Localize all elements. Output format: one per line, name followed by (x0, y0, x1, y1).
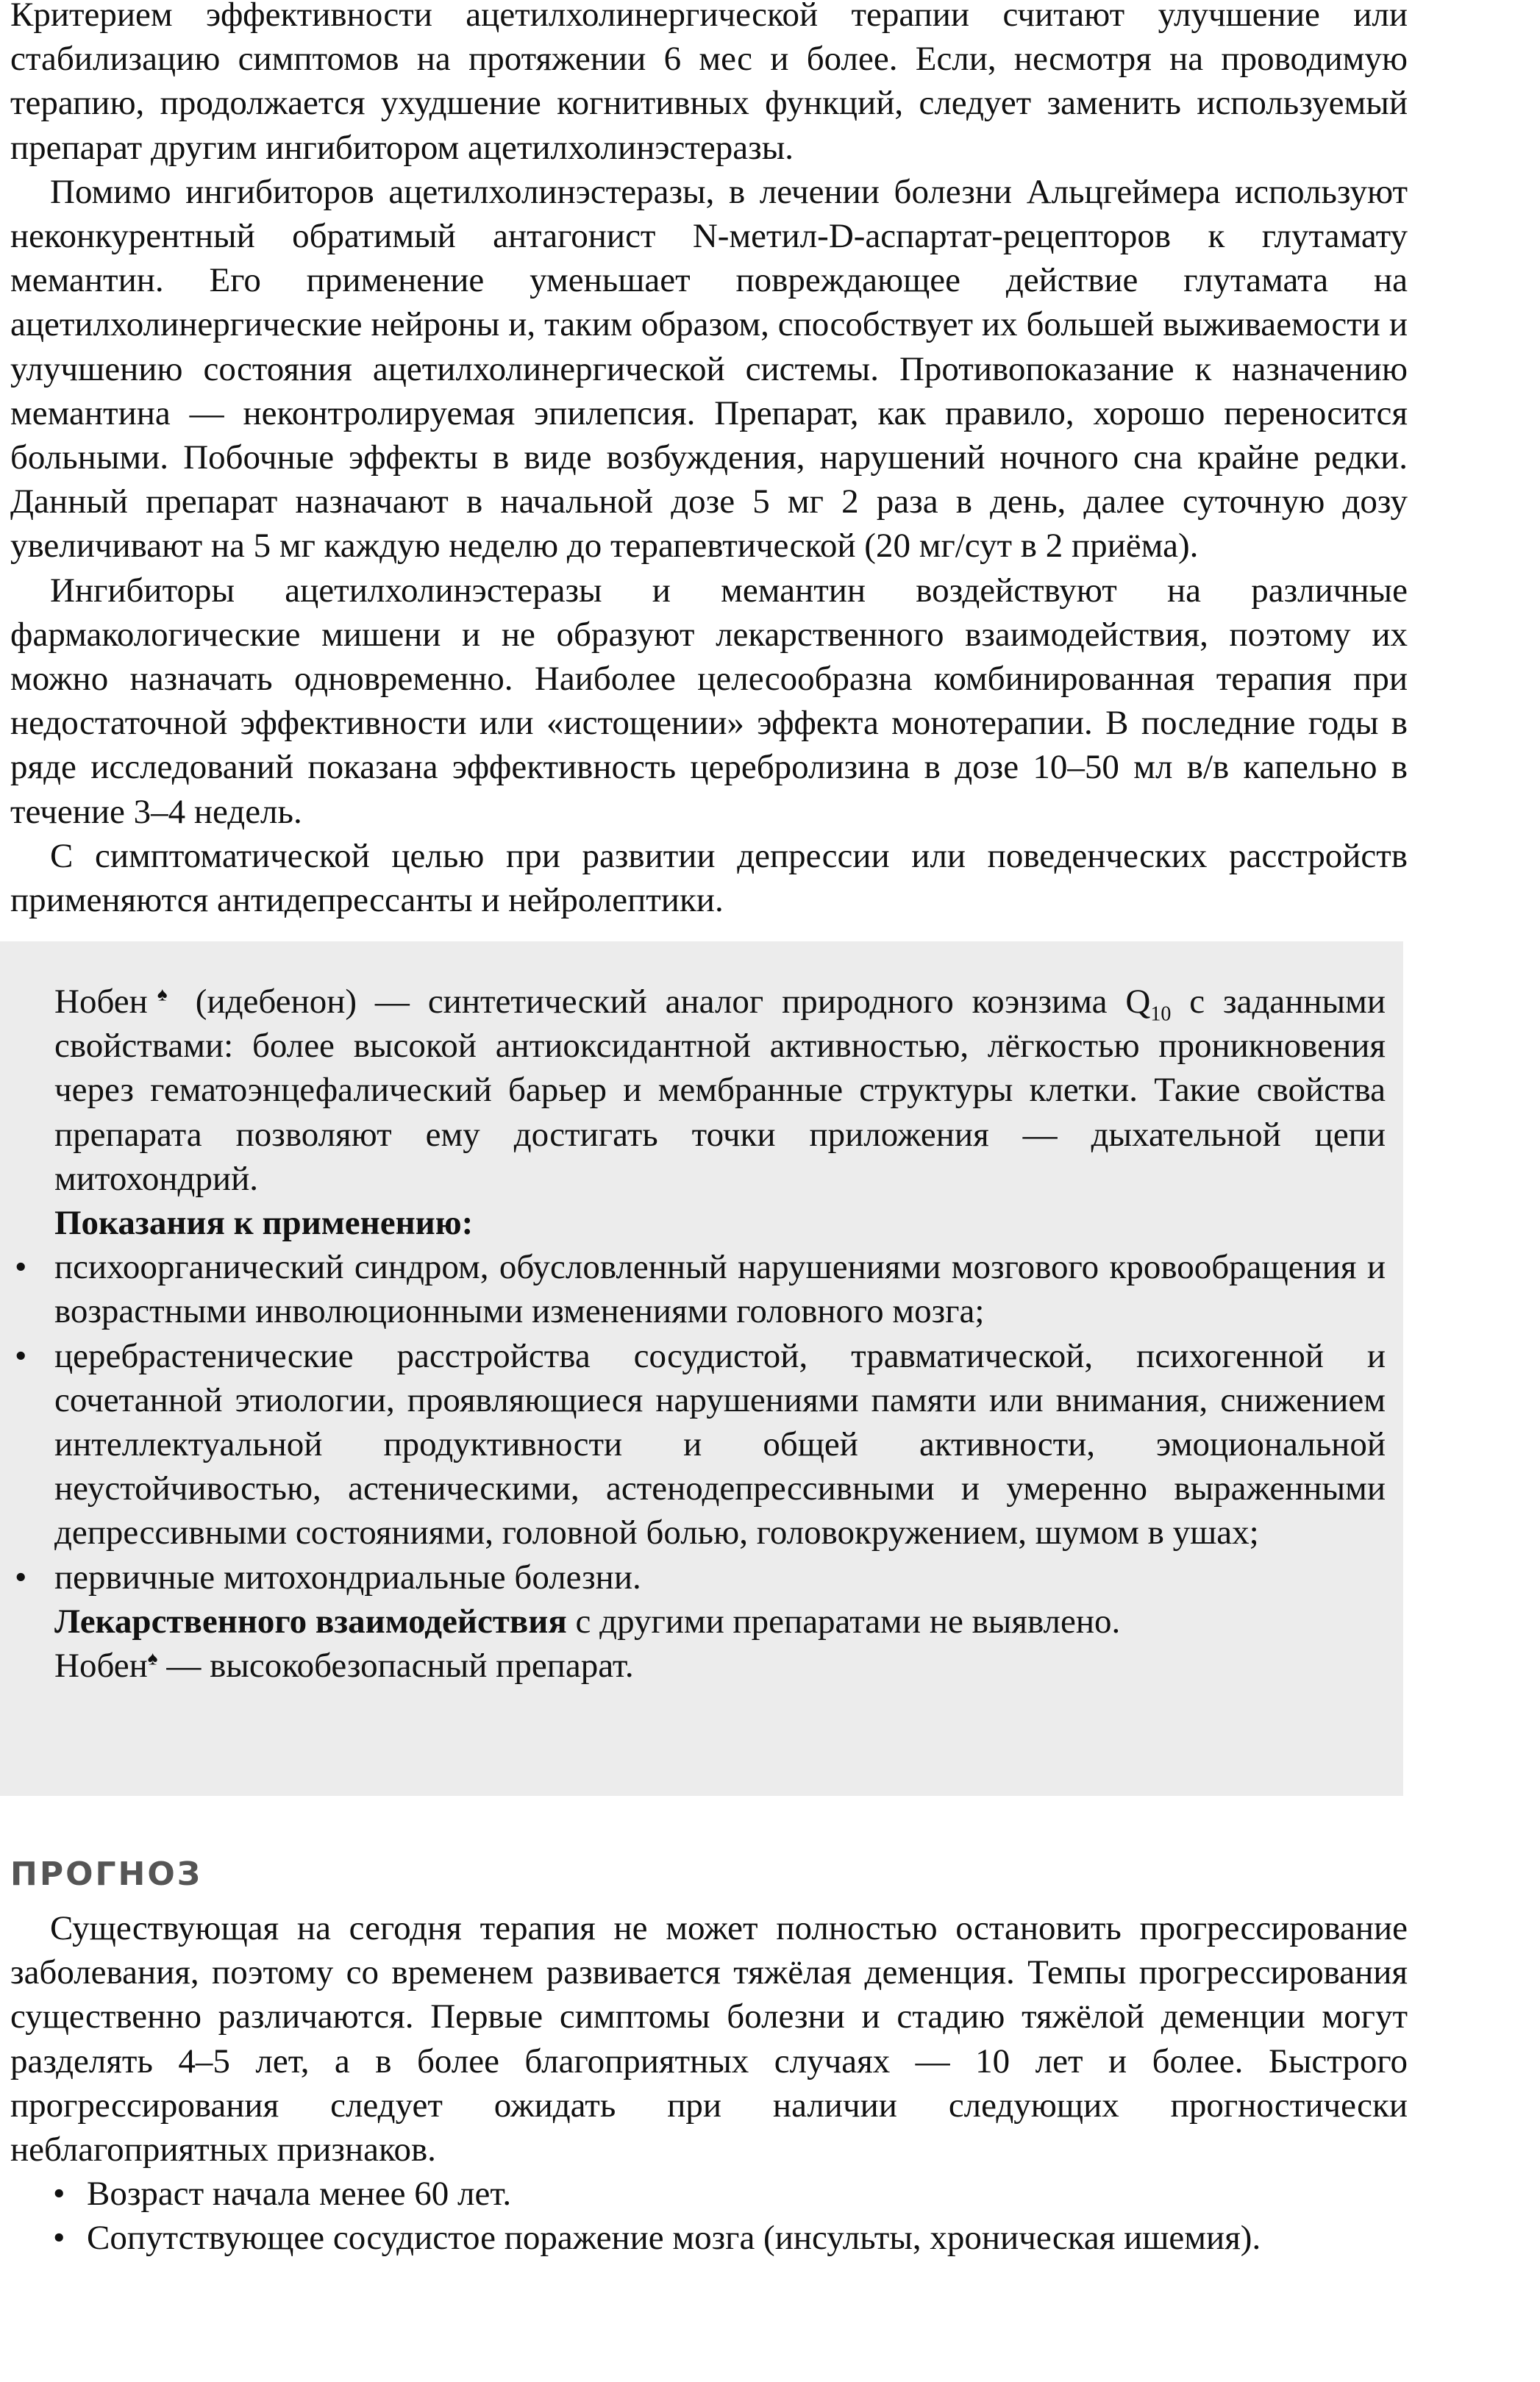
paragraph-efficacy-criterion: Критерием эффективности ацетилхолинергической терапии считают улучшение или стабилизацию симптомов на протяжении 6 мес и более. Если, несмотря на проводимую терапию, продолжается ухудшение когнитивных функций, следует заменить используемый препарат другим ингибитором ацетилхолинэстеразы. (10, 0, 1408, 167)
drug-interaction-rest: с другими препаратами не выявлено. (566, 1602, 1121, 1641)
intro-section (10, 0, 1408, 922)
list-item (10, 1334, 1386, 1555)
drug-interaction-bold: Лекарственного взаимодействия (54, 1602, 567, 1641)
section-heading-prognosis: ПРОГНОЗ (10, 1855, 203, 1893)
list-item (10, 2216, 1408, 2260)
bullet-icon: • (15, 1336, 27, 1375)
list-item (10, 2172, 1408, 2216)
drug-safety-note (54, 1644, 1386, 1688)
paragraph-combination-therapy: Ингибиторы ацетилхолинэстеразы и мемантин воздействуют на различные фармакологические мишени и не образуют лекарственного взаимодействия, поэтому их можно назначать одновременно. Наиболее целесообразна комбинированная терапия при недостаточной эффективности или «истощении» эффекта монотерапии. В последние годы в ряде исследований показана эффективность церебролизина в дозе 10–50 мл в/в капельно в течение 3–4 недель. (10, 571, 1408, 831)
list-item (10, 1555, 1386, 1600)
drug-safety-rest: — высокобезопасный препарат. (157, 1647, 634, 1686)
risk-factor-list (10, 2172, 1408, 2260)
drug-description (54, 980, 1386, 1201)
prognosis-section (10, 1906, 1408, 2261)
coenzyme-subscript: 10 (1150, 1002, 1172, 1026)
list-item (10, 1245, 1386, 1333)
trademark-mark: ♠ (147, 1647, 158, 1669)
paragraph-symptomatic-therapy: С симптоматической целью при развитии депрессии или поведенческих расстройств применяются антидепрессанты и нейролептики. (10, 836, 1408, 920)
list-item-text: церебрастенические расстройства сосудистой, травматической, психогенной и сочетанной этиологии, проявляющиеся нарушениями памяти или внимания, снижением интеллектуальной продуктивности и общей активности, эмоциональной неустойчивостью, астеническими, астенодепрессивными и умеренно выраженными депрессивными состояниями, головной болью, головокружением, шумом в ушах; (54, 1336, 1386, 1552)
drug-description-part-2: с заданными свойствами: более высокой антиоксидантной активностью, лёгкостью проникновения через гематоэнцефалический барьер и мембранные структуры клетки. Такие свойства препарата позволяют ему достигать точки приложения — дыхательной цепи митохондрий. (54, 983, 1386, 1198)
list-item-text: Сопутствующее сосудистое поражение мозга (инсульты, хроническая ишемия). (87, 2219, 1261, 2258)
indications-list (10, 1245, 1386, 1600)
bullet-icon: • (53, 2219, 65, 2258)
indications-title: Показания к применению: (54, 1204, 474, 1243)
bullet-icon: • (15, 1558, 27, 1597)
bullet-icon: • (15, 1248, 27, 1287)
drug-info-box (0, 941, 1403, 1796)
bullet-icon: • (53, 2175, 65, 2214)
list-item-text: Возраст начала менее 60 лет. (87, 2175, 512, 2214)
drug-description-part-1: (идебенон) — синтетический аналог природного коэнзима Q (177, 983, 1151, 1021)
trademark-mark: ♠ (147, 983, 177, 1005)
list-item-text: психоорганический синдром, обусловленный нарушениями мозгового кровообращения и возрастными инволюционными изменениями головного мозга; (54, 1248, 1386, 1331)
paragraph-prognosis: Существующая на сегодня терапия не может полностью остановить прогрессирование заболевания, поэтому со временем развивается тяжёлая деменция. Темпы прогрессирования существенно различаются. Первые симптомы болезни и стадию тяжёлой деменции могут разделять 4–5 лет, а в более благоприятных случаях — 10 лет и более. Быстрого прогрессирования следует ожидать при наличии следующих прогностически неблагоприятных признаков. (10, 1909, 1408, 2169)
drug-name: Нобен (54, 1647, 148, 1686)
drug-name: Нобен (54, 983, 148, 1021)
drug-info-content (15, 980, 1386, 1688)
drug-interaction-note (54, 1600, 1386, 1644)
paragraph-memantine: Помимо ингибиторов ацетилхолинэстеразы, в лечении болезни Альцгеймера используют неконкурентный обратимый антагонист N-метил-D-аспартат-рецепторов к глутамату мемантин. Его применение уменьшает повреждающее действие глутамата на ацетилхолинергические нейроны и, таким образом, способствует их большей выживаемости и улучшению состояния ацетилхолинергической системы. Противопоказание к назначению мемантина — неконтролируемая эпилепсия. Препарат, как правило, хорошо переносится больными. Побочные эффекты в виде возбуждения, нарушений ночного сна крайне редки. Данный препарат назначают в начальной дозе 5 мг 2 раза в день, далее суточную дозу увеличивают на 5 мг каждую неделю до терапевтической (20 мг/сут в 2 приёма). (10, 172, 1408, 566)
list-item-text: первичные митохондриальные болезни. (54, 1558, 641, 1597)
